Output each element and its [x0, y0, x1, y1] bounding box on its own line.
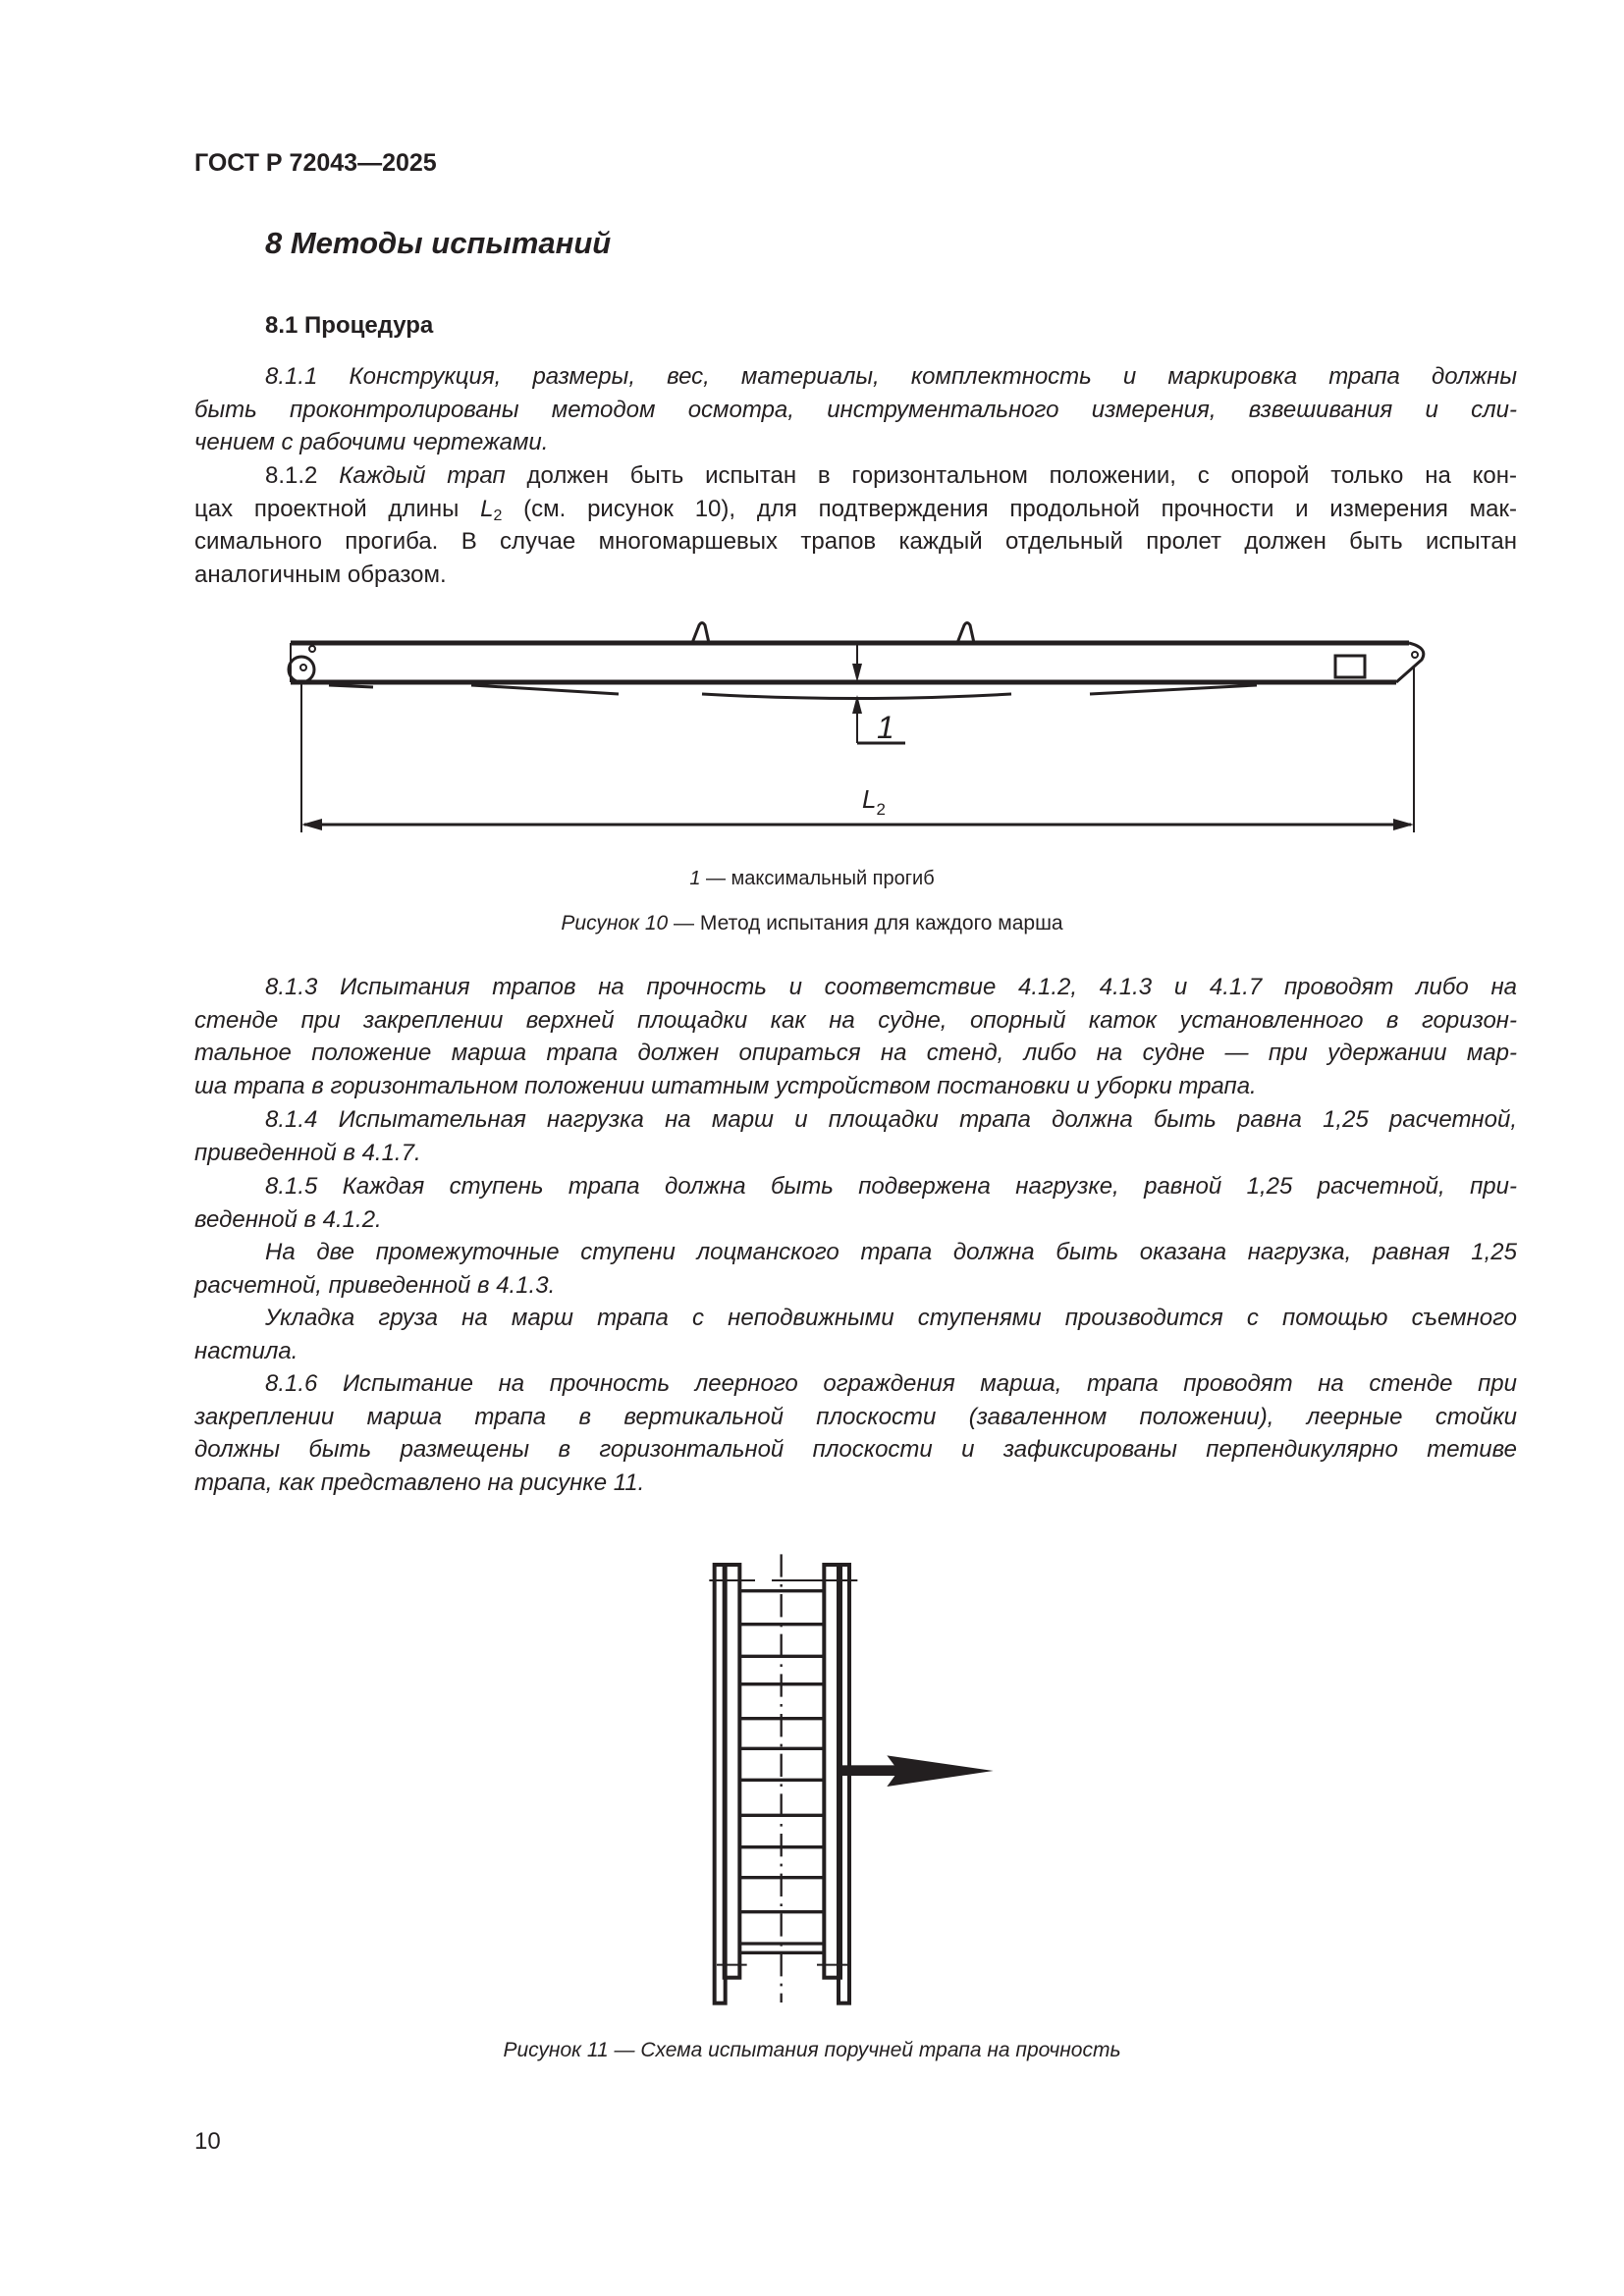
text-line	[194, 1236, 1517, 1269]
text-line	[194, 1137, 1517, 1170]
text-segment: 8.1.4 Испытательная нагрузка на марш и площадки трапа должна быть равна 1,25 расчетной,	[265, 1106, 1517, 1133]
figure-11-caption: Рисунок 11 — Схема испытания поручней трапа на прочность	[503, 2039, 1121, 2061]
text-line	[194, 1004, 1517, 1038]
text-line	[194, 1433, 1517, 1467]
text-segment: 8.1.1 Конструкция, размеры, вес, материалы, комплектность и маркировка трапа должны	[265, 363, 1517, 390]
subsection-title: 8.1 Процедура	[265, 312, 434, 339]
paragraph-8-1-3	[194, 971, 1517, 1102]
text-segment: чением с рабочими чертежами.	[194, 429, 549, 455]
text-line	[194, 1302, 1517, 1335]
paragraph-pilot-ladder	[194, 1236, 1517, 1302]
text-line	[194, 360, 1517, 394]
text-segment: На две промежуточные ступени лоцманского трапа должна быть оказана нагрузка, равная 1,25	[265, 1239, 1517, 1265]
legend-number: 1	[689, 868, 701, 889]
text-segment: 8.1.3 Испытания трапов на прочность и соответствие 4.1.2, 4.1.3 и 4.1.7 проводят либо на	[265, 974, 1517, 1000]
caption-text: — Метод испытания для каждого марша	[668, 912, 1063, 934]
text-segment: закреплении марша трапа в вертикальной плоскости (заваленном положении), леерные стойки	[194, 1403, 1517, 1430]
paragraph-8-1-5	[194, 1170, 1517, 1236]
text-segment: настила.	[194, 1337, 298, 1364]
text-segment: Укладка груза на марш трапа с неподвижными ступенями производится с помощью съемного	[265, 1305, 1517, 1331]
text-line	[194, 1203, 1517, 1237]
text-line	[194, 1269, 1517, 1303]
text-segment: симального прогиба. В случае многомаршевых трапов каждый отдельный пролет должен быть испытан	[194, 528, 1517, 555]
figure-11-drawing	[687, 1551, 1031, 2032]
figure-10-legend	[0, 868, 1624, 890]
paragraph-8-1-6	[194, 1367, 1517, 1499]
text-line	[194, 971, 1517, 1004]
figure-10-drawing	[0, 609, 1624, 864]
callout-1: 1	[877, 710, 894, 745]
text-line	[194, 394, 1517, 427]
text-line	[194, 459, 1517, 493]
document-header: ГОСТ Р 72043—2025	[194, 149, 437, 177]
text-segment: 8.1.5 Каждая ступень трапа должна быть подвержена нагрузке, равной 1,25 расчетной, при-	[265, 1173, 1517, 1200]
text-segment: должен быть испытан в горизонтальном положении, с опорой только на кон-	[505, 462, 1518, 489]
legend-text: — максимальный прогиб	[700, 868, 935, 889]
text-segment: 8.1.2	[265, 462, 340, 489]
subscript: 2	[493, 507, 503, 524]
text-line	[194, 1401, 1517, 1434]
dimension-label-l2: $L_2$	[862, 784, 886, 819]
text-line	[194, 1170, 1517, 1203]
text-segment: ша трапа в горизонтальном положении штатным устройством постановки и уборки трапа.	[194, 1072, 1257, 1099]
text-line	[194, 1070, 1517, 1103]
figure-10-caption	[0, 912, 1624, 935]
text-line	[194, 1335, 1517, 1368]
text-line	[194, 1367, 1517, 1401]
section-title: 8 Методы испытаний	[265, 226, 612, 260]
text-segment: цах проектной длины	[194, 495, 481, 522]
text-segment: быть проконтролированы методом осмотра, инструментального измерения, взвешивания и сли-	[194, 396, 1517, 423]
caption-number: Рисунок 10	[561, 912, 669, 934]
paragraph-load-placement	[194, 1302, 1517, 1367]
paragraph-8-1-1	[194, 360, 1517, 459]
paragraph-8-1-2	[194, 459, 1517, 591]
text-segment: приведенной в 4.1.7.	[194, 1139, 421, 1166]
text-line	[194, 559, 1517, 592]
page-number: 10	[194, 2128, 221, 2155]
text-segment: Каждый трап	[339, 462, 506, 489]
text-line	[194, 525, 1517, 559]
text-segment: аналогичным образом.	[194, 561, 447, 588]
text-segment: (см. рисунок 10), для подтверждения продольной прочности и измерения мак-	[502, 495, 1517, 522]
text-segment: стенде при закреплении верхней площадки как на судне, опорный каток установленного в горизон-	[194, 1006, 1517, 1034]
text-segment: веденной в 4.1.2.	[194, 1205, 382, 1233]
text-line	[194, 1467, 1517, 1500]
text-segment: тальное положение марша трапа должен опираться на стенд, либо на судне — при удержании мар-	[194, 1040, 1517, 1066]
load-arrow	[841, 1755, 994, 1787]
text-line	[194, 1103, 1517, 1137]
text-line	[194, 426, 1517, 459]
text-segment: должны быть размещены в горизонтальной плоскости и зафиксированы перпендикулярно тетиве	[194, 1436, 1517, 1463]
paragraph-8-1-4	[194, 1103, 1517, 1169]
text-line	[194, 1037, 1517, 1070]
text-segment: 8.1.6 Испытание на прочность леерного ограждения марша, трапа проводят на стенде при	[265, 1370, 1517, 1397]
text-segment: расчетной, приведенной в 4.1.3.	[194, 1271, 556, 1299]
text-line	[194, 493, 1517, 526]
text-segment: L	[480, 495, 494, 522]
text-segment: трапа, как представлено на рисунке 11.	[194, 1468, 645, 1496]
deflection-lines	[329, 685, 1257, 699]
